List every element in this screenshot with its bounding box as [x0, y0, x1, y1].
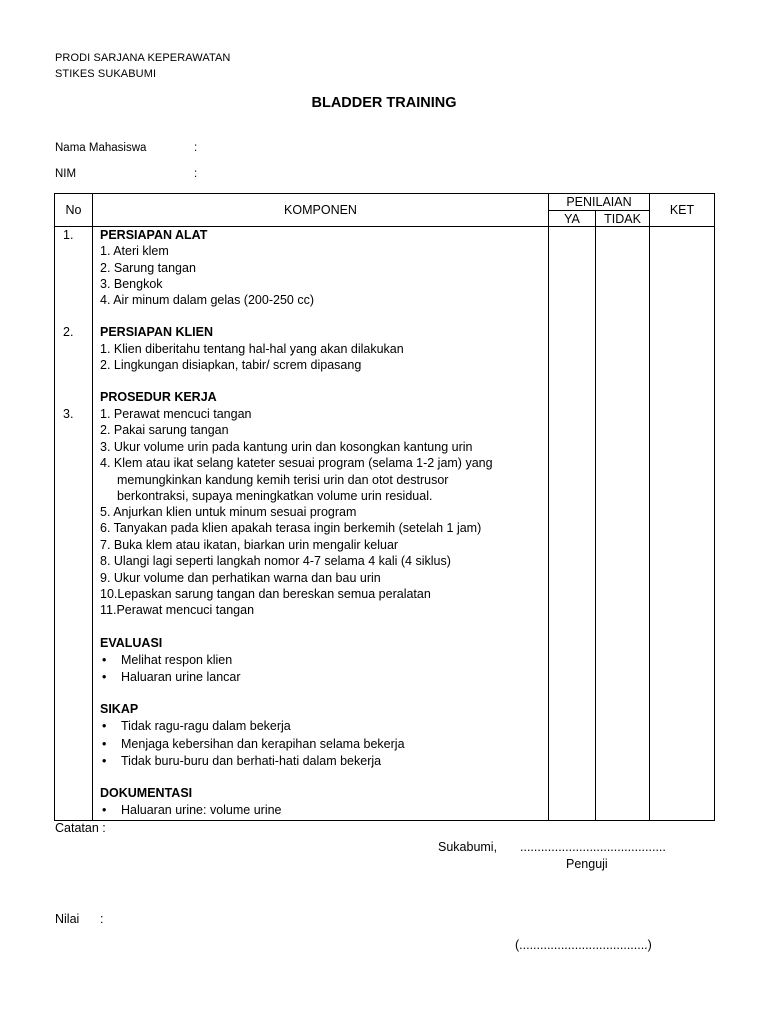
nim-label: NIM [55, 168, 77, 180]
bullet-icon: • [102, 754, 107, 768]
col-header-komponen: KOMPONEN [93, 194, 549, 227]
institution-name: STIKES SUKABUMI [55, 68, 157, 80]
ya-cell[interactable] [549, 227, 596, 821]
list-item: 10.Lepaskan sarung tangan dan bereskan semua peralatan [100, 587, 431, 601]
col-header-ya: YA [549, 211, 596, 227]
list-item: 6. Tanyakan pada klien apakah terasa ingin berkemih (setelah 1 jam) [100, 521, 482, 535]
list-item: 5. Anjurkan klien untuk minum sesuai program [100, 505, 357, 519]
bullet-icon: • [102, 653, 107, 667]
komponen-cell [93, 227, 549, 821]
section-title: SIKAP [100, 702, 139, 716]
list-item: 7. Buka klem atau ikatan, biarkan urin mengalir keluar [100, 538, 399, 552]
list-item: 2. Lingkungan disiapkan, tabir/ screm dipasang [100, 358, 362, 372]
list-item: Tidak ragu-ragu dalam bekerja [121, 719, 291, 733]
list-item: Melihat respon klien [121, 653, 233, 667]
penguji-label: Penguji [566, 857, 608, 871]
row-number: 3. [63, 407, 74, 421]
list-item: Menjaga kebersihan dan kerapihan selama bekerja [121, 737, 405, 751]
signature-field[interactable]: (.....................................) [515, 938, 652, 952]
section-title: PERSIAPAN ALAT [100, 228, 208, 242]
bullet-icon: • [102, 719, 107, 733]
list-item: Haluaran urine: volume urine [121, 803, 282, 817]
list-item: 9. Ukur volume dan perhatikan warna dan bau urin [100, 571, 381, 585]
bullet-icon: • [102, 670, 107, 684]
col-header-penilaian: PENILAIAN [549, 194, 650, 211]
nilai-colon: : [100, 912, 104, 926]
bullet-icon: • [102, 737, 107, 751]
list-item: 4. Klem atau ikat selang kateter sesuai program (selama 1-2 jam) yang [100, 456, 493, 470]
col-header-ket: KET [650, 194, 715, 227]
list-item: 1. Klien diberitahu tentang hal-hal yang akan dilakukan [100, 342, 404, 356]
list-item: 3. Bengkok [100, 277, 163, 291]
list-item: 1. Perawat mencuci tangan [100, 407, 252, 421]
list-item: 2. Sarung tangan [100, 261, 196, 275]
list-item: 2. Pakai sarung tangan [100, 423, 229, 437]
col-header-no: No [55, 194, 93, 227]
bullet-icon: • [102, 803, 107, 817]
nim-colon: : [194, 168, 198, 180]
program-name: PRODI SARJANA KEPERAWATAN [55, 52, 231, 64]
tidak-cell[interactable] [596, 227, 650, 821]
list-item: 3. Ukur volume urin pada kantung urin dan kosongkan kantung urin [100, 440, 473, 454]
list-item-continuation: memungkinkan kandung kemih terisi urin dan otot destrusor [117, 473, 449, 487]
section-title: DOKUMENTASI [100, 786, 193, 800]
page-title: BLADDER TRAINING [311, 95, 457, 111]
student-name-colon: : [194, 142, 198, 154]
list-item: Tidak buru-buru dan berhati-hati dalam bekerja [121, 754, 382, 768]
student-name-label: Nama Mahasiswa [55, 142, 147, 154]
place-label: Sukabumi, [438, 840, 498, 854]
list-item: 1. Ateri klem [100, 244, 169, 258]
list-item: Haluaran urine lancar [121, 670, 241, 684]
number-column [55, 227, 93, 821]
date-field[interactable]: .......................................... [520, 840, 666, 854]
col-header-tidak: TIDAK [596, 211, 650, 227]
row-number: 1. [63, 228, 74, 242]
section-title: PROSEDUR KERJA [100, 390, 217, 404]
section-title: PERSIAPAN KLIEN [100, 325, 213, 339]
ket-cell[interactable] [650, 227, 715, 821]
catatan-label: Catatan : [55, 821, 106, 835]
row-number: 2. [63, 325, 74, 339]
list-item: 8. Ulangi lagi seperti langkah nomor 4-7 selama 4 kali (4 siklus) [100, 554, 451, 568]
list-item: 4. Air minum dalam gelas (200-250 cc) [100, 293, 314, 307]
list-item: 11.Perawat mencuci tangan [100, 603, 255, 617]
assessment-table [54, 193, 715, 821]
nilai-label: Nilai [55, 912, 80, 926]
list-item-continuation: berkontraksi, supaya meningkatkan volume urin residual. [117, 489, 433, 503]
section-title: EVALUASI [100, 636, 163, 650]
